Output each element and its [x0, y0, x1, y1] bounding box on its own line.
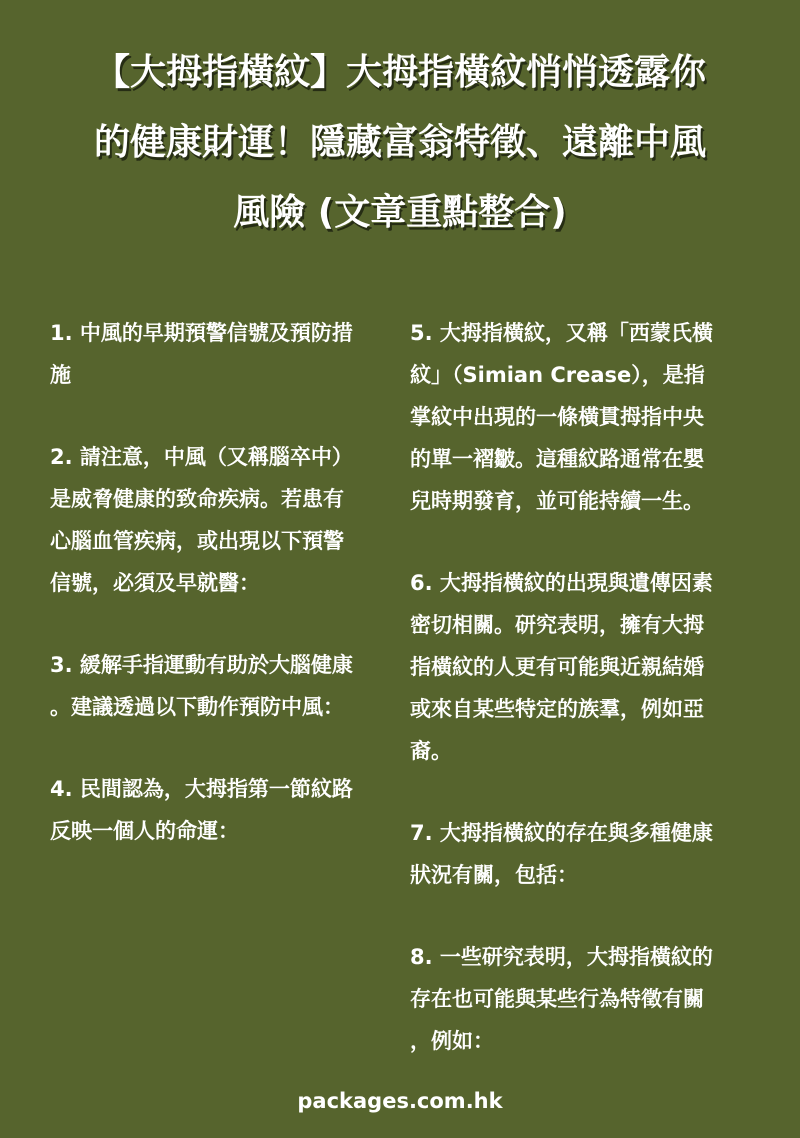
item-line: 4. 民間認為，大拇指第一節紋路: [50, 777, 353, 801]
item-line: 或來自某些特定的族羣，例如亞: [410, 697, 704, 721]
item-line: ，例如：: [410, 1029, 494, 1053]
item-line: 。建議透過以下動作預防中風：: [50, 695, 344, 719]
list-item-2: [50, 436, 395, 604]
list-item-4: [50, 768, 395, 852]
title-line: 的健康財運！隱藏富翁特徵、遠離中風: [93, 122, 706, 163]
list-item-5: [410, 312, 755, 522]
left-column: [50, 312, 395, 892]
list-item-1: [50, 312, 395, 396]
item-line: 是威脅健康的致命疾病。若患有: [50, 487, 344, 511]
item-line: 狀況有關，包括：: [410, 863, 578, 887]
item-line: 紋」（Simian Crease），是指: [410, 363, 705, 387]
item-line: 信號，必須及早就醫：: [50, 571, 260, 595]
item-line: 掌紋中出現的一條橫貫拇指中央: [410, 405, 704, 429]
list-item-7: [410, 812, 755, 896]
right-column: [410, 312, 755, 1102]
item-line: 1. 中風的早期預警信號及預防措: [50, 321, 353, 345]
item-line: 密切相關。研究表明，擁有大拇: [410, 613, 704, 637]
item-line: 的單一褶皺。這種紋路通常在嬰: [410, 447, 704, 471]
item-line: 3. 緩解手指運動有助於大腦健康: [50, 653, 353, 677]
item-line: 7. 大拇指橫紋的存在與多種健康: [410, 821, 713, 845]
item-line: 兒時期發育，並可能持續一生。: [410, 489, 704, 513]
list-item-3: [50, 644, 395, 728]
item-line: 施: [50, 363, 71, 387]
item-line: 6. 大拇指橫紋的出現與遺傳因素: [410, 571, 713, 595]
item-line: 裔。: [410, 739, 452, 763]
item-line: 8. 一些研究表明，大拇指橫紋的: [410, 945, 713, 969]
title-line: 風險 (文章重點整合): [233, 192, 567, 233]
item-line: 指橫紋的人更有可能與近親結婚: [410, 655, 704, 679]
item-line: 心腦血管疾病，或出現以下預警: [50, 529, 344, 553]
item-line: 5. 大拇指橫紋，又稱「西蒙氏橫: [410, 321, 713, 345]
item-line: 存在也可能與某些行為特徵有關: [410, 987, 704, 1011]
list-item-8: [410, 936, 755, 1062]
title-line: 【大拇指橫紋】大拇指橫紋悄悄透露你: [93, 52, 706, 93]
site-footer: [0, 1084, 800, 1118]
page-title: [40, 38, 760, 248]
list-item-6: [410, 562, 755, 772]
item-line: 反映一個人的命運：: [50, 819, 239, 843]
site-url: packages.com.hk: [297, 1089, 503, 1113]
item-line: 2. 請注意，中風（又稱腦卒中）: [50, 445, 353, 469]
